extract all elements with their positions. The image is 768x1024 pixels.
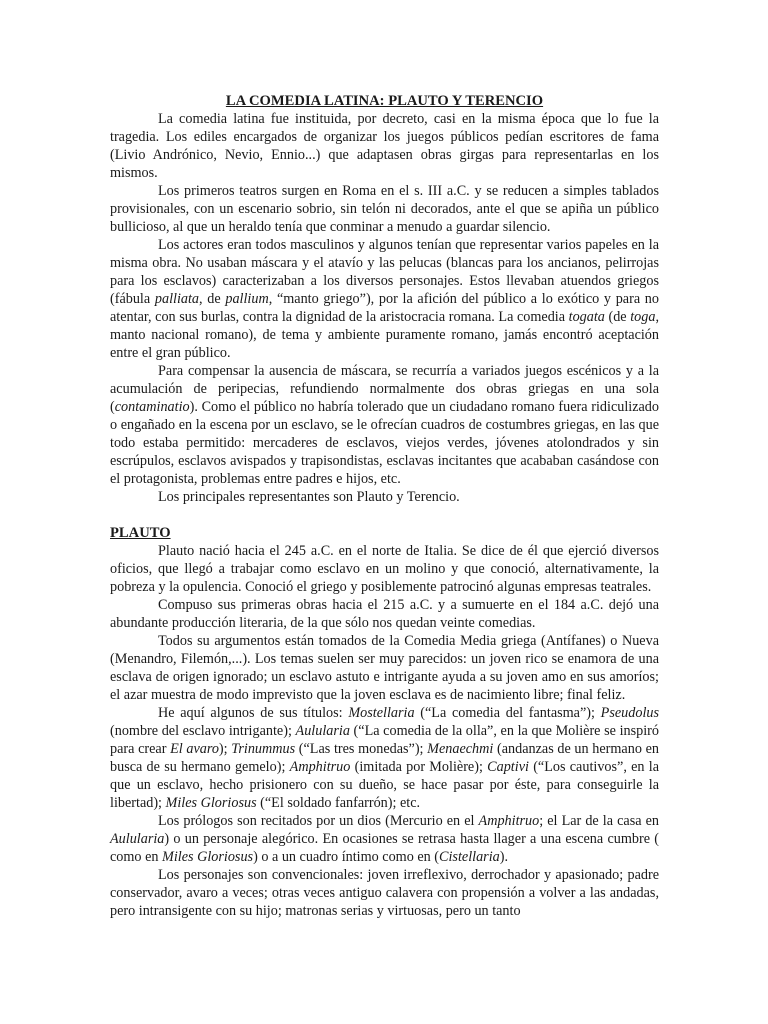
section-spacer bbox=[110, 506, 659, 524]
paragraph bbox=[110, 632, 659, 704]
italic-text-run: Miles Gloriosus bbox=[165, 795, 257, 811]
paragraph bbox=[110, 596, 659, 632]
text-run: Los actores eran todos masculinos y algunos tenían que representar varios papeles en la misma obra. No usaban máscara y el atavío y las pelucas (blancas para los ancianos, pelirrojas para los esclavos) caracterizaban a los diversos personajes. Estos llevaban atuendos griegos (fábula bbox=[110, 237, 659, 307]
text-run: Los personajes son convencionales: joven irreflexivo, derrochador y apasionado; padre conservador, avaro a veces; otras veces antiguo calavera con propensión a volver a las andadas, pero intransigente con su hijo; matronas serias y virtuosas, pero un tanto bbox=[110, 867, 659, 919]
italic-text-run: Cistellaria bbox=[439, 849, 500, 865]
text-run: ) o a un cuadro íntimo como en ( bbox=[253, 849, 440, 865]
italic-text-run: toga bbox=[630, 309, 656, 325]
italic-text-run: pallium bbox=[225, 291, 269, 307]
paragraph bbox=[110, 110, 659, 182]
paragraph bbox=[110, 704, 659, 812]
plauto-section bbox=[110, 542, 659, 920]
intro-section bbox=[110, 110, 659, 506]
text-run: (“La comedia de la olla”, en la que Molière se inspiró para crear bbox=[110, 723, 659, 757]
text-run: (de bbox=[604, 309, 631, 325]
text-run: (“Los cautivos”, en la que un esclavo, hecho prisionero con su dueño, se hace pasar por éste, para conseguirle la libertad); bbox=[110, 759, 660, 811]
paragraph bbox=[110, 488, 659, 506]
italic-text-run: Aulularia bbox=[295, 723, 350, 739]
italic-text-run: El avaro bbox=[170, 741, 219, 757]
text-run: (nombre del esclavo intrigante); bbox=[110, 723, 296, 739]
paragraph bbox=[110, 812, 659, 866]
text-run: Plauto nació hacia el 245 a.C. en el norte de Italia. Se dice de él que ejerció diversos oficios, que llegó a trabajar como esclavo en un molino y que conoció, alternativamente, la pobreza y la opulencia. Conoció el griego y posiblemente patrocinó algunas empresas teatrales. bbox=[110, 543, 659, 595]
paragraph bbox=[110, 866, 659, 920]
text-run: , “manto griego”), por la afición del público a lo exótico y para no atentar, con sus burlas, contra la dignidad de la aristocracia romana. La comedia bbox=[110, 291, 659, 325]
italic-text-run: Mostellaria bbox=[348, 705, 415, 721]
text-run: He aquí algunos de sus títulos: bbox=[158, 705, 349, 721]
italic-text-run: contaminatio bbox=[114, 399, 190, 415]
paragraph bbox=[110, 236, 659, 362]
text-run: ); bbox=[218, 741, 232, 757]
italic-text-run: palliata bbox=[154, 291, 200, 307]
italic-text-run: togata bbox=[568, 309, 605, 325]
text-run: Todos su argumentos están tomados de la Comedia Media griega (Antífanes) o Nueva (Menandro, Filemón,...). Los temas suelen ser muy parecidos: un joven rico se enamora de una esclava de origen ignorado; un esclavo astuto e intrigante ayuda a su joven amo en sus amoríos; el azar muestra de modo imprevisto que la joven esclava es de nacimiento libre; final feliz. bbox=[110, 633, 659, 703]
section-heading-plauto: PLAUTO bbox=[110, 525, 171, 541]
paragraph bbox=[110, 182, 659, 236]
text-run: ) o un personaje alegórico. En ocasiones se retrasa hasta llager a una escena cumbre ( como en bbox=[110, 831, 659, 865]
text-run: , manto nacional romano), de tema y ambiente puramente romano, jamás encontró aceptación entre el gran público. bbox=[110, 309, 659, 361]
italic-text-run: Menaechmi bbox=[427, 741, 494, 757]
text-run: Los principales representantes son Plauto y Terencio. bbox=[158, 489, 460, 505]
italic-text-run: Amphitruo bbox=[478, 813, 540, 829]
text-run: ; el Lar de la casa en bbox=[539, 813, 659, 829]
italic-text-run: Captivi bbox=[487, 759, 529, 775]
text-run: Los prólogos son recitados por un dios (Mercurio en el bbox=[158, 813, 479, 829]
text-run: Los primeros teatros surgen en Roma en el s. III a.C. y se reducen a simples tablados provisionales, con un escenario sobrio, sin telón ni decorados, ante el que se apiña un público bullicioso, al que un heraldo tenía que conminar a menudo a guardar silencio. bbox=[110, 183, 659, 235]
document-page bbox=[110, 92, 659, 920]
text-run: ). bbox=[499, 849, 509, 865]
text-run: (imitada por Molière); bbox=[350, 759, 488, 775]
text-run: (“La comedia del fantasma”); bbox=[414, 705, 601, 721]
paragraph bbox=[110, 542, 659, 596]
italic-text-run: Trinummus bbox=[231, 741, 296, 757]
text-run: La comedia latina fue instituida, por decreto, casi en la misma época que lo fue la tragedia. Los ediles encargados de organizar los juegos públicos pedían escritores de fama (Livio Andrónico, Nevio, Ennio...) que adaptasen obras girgas para representarlas en los mismos. bbox=[110, 111, 659, 181]
text-run: (“El soldado fanfarrón); etc. bbox=[256, 795, 421, 811]
italic-text-run: Aulularia bbox=[110, 831, 165, 847]
text-run: (“Las tres monedas”); bbox=[295, 741, 428, 757]
italic-text-run: Amphitruo bbox=[289, 759, 351, 775]
paragraph bbox=[110, 362, 659, 488]
text-run: (andanzas de un hermano en busca de su hermano gemelo); bbox=[110, 741, 659, 775]
italic-text-run: Pseudolus bbox=[600, 705, 659, 721]
text-run: Para compensar la ausencia de máscara, se recurría a variados juegos escénicos y a la acumulación de peripecias, refundiendo normalmente dos obras griegas en una sola ( bbox=[110, 363, 659, 415]
italic-text-run: Miles Gloriosus bbox=[162, 849, 254, 865]
text-run: , de bbox=[199, 291, 226, 307]
document-title: LA COMEDIA LATINA: PLAUTO Y TERENCIO bbox=[225, 93, 544, 109]
text-run: ). Como el público no habría tolerado que un ciudadano romano fuera ridiculizado o engañado en la escena por un esclavo, se le ofrecían cuadros de costumbres griegas, en las que todo estaba permitido: mercaderes de esclavos, viejos verdes, jóvenes atolondrados y sin escrúpulos, esclavos avispados y trapisondistas, esclavas incitantes que acababan casándose con el protagonista, problemas entre padres e hijos, etc. bbox=[110, 399, 659, 487]
text-run: Compuso sus primeras obras hacia el 215 a.C. y a sumuerte en el 184 a.C. dejó una abundante producción literaria, de la que sólo nos quedan veinte comedias. bbox=[110, 597, 659, 631]
